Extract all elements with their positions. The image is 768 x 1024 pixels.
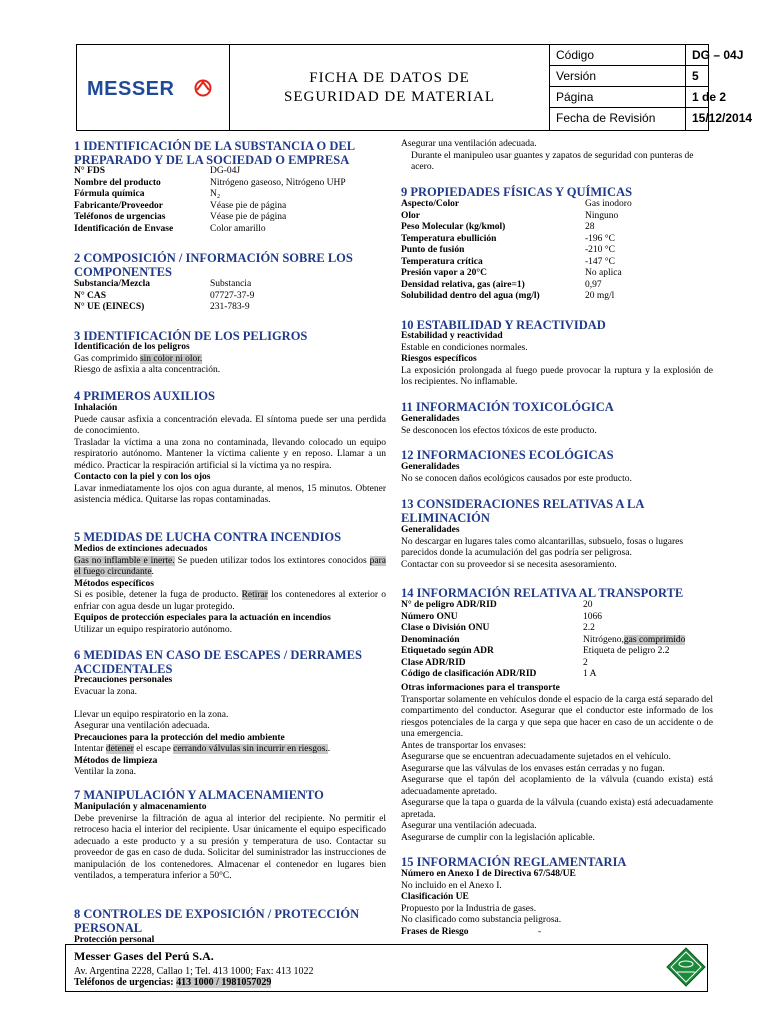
table-row: Peso Molecular (kg/kmol) 28 [401,222,595,232]
section-15-title: 15 INFORMACIÓN REGLAMENTARIA [401,855,627,869]
table-row: Etiquetado según ADR Etiqueta de peligro 2.2 [401,646,670,656]
section-8-sub: Protección personal [74,935,155,945]
section-11-title: 11 INFORMACIÓN TOXICOLÓGICA [401,400,614,414]
section-14-body: Otras informaciones para el transporte Transportar solamente en vehículos donde el espacio de la carga está separado del compartimento del conductor. Asegurar que el conductor este informado de los riesgos potenciales de la carga y que sepa que hacer en caso de un accidente o de una emergencia. Antes de transportar los envases: Asegurarse que se encuentran adecuadamente sujetados en el vehículo. Asegurarse que las válvulas de los envases están cerradas y no fugan. Asegurarse que el tapón del acoplamiento de la válvula (cuando exista) está adecuadamente apretado. Asegurarse que la tapa o guarda de la válvula (cuando exista) está adecuadamente apretada. Asegurar una ventilación adecuada. Asegurarse de cumplir con la legislación aplicable. [401,683,713,843]
section-13-body: Generalidades No descargar en lugares tales como alcantarillas, subsuelo, fosas o lugares parecidos donde la acumulación del gas podría ser peligrosa. Contactar con su proveedor si se necesita asesoramiento. [401,525,684,570]
section-14-table [401,600,713,681]
non-flammable-gas-hazard-icon [666,947,706,987]
section-8-title: 8 CONTROLES DE EXPOSICIÓN / PROTECCIÓN PERSONAL [74,907,360,935]
table-row: N° FDS DG-04J [74,166,241,176]
table-row: N° UE (EINECS) 231-783-9 [74,302,250,312]
table-row: Fórmula química N₂ [74,189,221,199]
section-14-title: 14 INFORMACIÓN RELATIVA AL TRANSPORTE [401,586,684,600]
table-row: Aspecto/Color Gas inodoro [401,199,632,209]
section-10-title: 10 ESTABILIDAD Y REACTIVIDAD [401,318,606,332]
section-5-title: 5 MEDIDAS DE LUCHA CONTRA INCENDIOS [74,530,342,544]
section-3-body: Identificación de los peligros Gas comprimido sin color ni olor. Riesgo de asfixia a alta concentración. [74,342,221,375]
document-title: FICHA DE DATOS DE SEGURIDAD DE MATERIAL [284,69,495,105]
table-row: Código de clasificación ADR/RID 1 A [401,669,597,679]
table-row: N° de peligro ADR/RID 20 [401,600,593,610]
document-header [76,44,753,131]
section-8-body: Asegurar una ventilación adecuada. Durante el manipuleo usar guantes y zapatos de seguridad con punteras de acero. [401,139,694,172]
emergency-phones: Teléfonos de urgencias: 413 1000 / 1981057029 [74,977,272,988]
section-12-body: Generalidades No se conocen daños ecológicos causados por este producto. [401,462,632,484]
meta-row-code: Código DG – 04J [550,45,708,66]
section-7-title: 7 MANIPULACIÓN Y ALMACENAMIENTO [74,788,324,802]
table-row: N° CAS 07727-37-9 [74,290,255,301]
section-13-title: 13 CONSIDERACIONES RELATIVAS A LA ELIMINACIÓN [401,497,645,525]
section-3-title: 3 IDENTIFICACIÓN DE LOS PELIGROS [74,329,308,343]
section-15-body: Número en Anexo I de Directiva 67/548/UE No incluido en el Anexo I. Clasificación UE Propuesto por la Industria de gases. No clasificado como substancia peligrosa. Frases de Riesgo - [401,869,576,937]
section-6-body: Precauciones personales Evacuar la zona. Llevar un equipo respiratorio en la zona. Asegurar una ventilación adecuada. Precauciones para la protección del medio ambiente Intentar detener el escape cerrando válvulas sin incurrir en riesgos.. Métodos de limpieza Ventilar la zona. [74,675,331,777]
section-6-title: 6 MEDIDAS EN CASO DE ESCAPES / DERRAMES ACCIDENTALES [74,648,362,676]
table-row: Presión vapor a 20°C No aplica [401,268,622,278]
section-4-body: Inhalación Puede causar asfixia a concentración elevada. El síntoma puede ser una perdida de conocimiento. Trasladar la víctima a una zona no contaminada, llevando colocado un equipo respiratorio autónomo. Mantener la víctima caliente y en reposo. Llamar a un médico. Practicar la respiración artificial si la víctima ya no respira. Contacto con la piel y con los ojos Lavar inmediatamente los ojos con agua durante, al menos, 15 minutos. Obtener asistencia médica. Quitarse las ropas contaminadas. [74,403,386,505]
table-row: Clase ADR/RID 2 [401,657,588,668]
section-2-table [74,279,394,314]
section-2-title: 2 COMPOSICIÓN / INFORMACIÓN SOBRE LOS COMPONENTES [74,251,353,279]
meta-row-revision-date: Fecha de Revisión 15/12/2014 [556,111,753,125]
table-row: Punto de fusión -210 °C [401,245,615,255]
meta-row-page: Página 1 de 2 [550,87,708,108]
section-1-table [74,166,394,235]
table-row: Fabricante/Proveedor Véase pie de página [74,200,287,211]
section-5-body: Medios de extinciones adecuados Gas no inflamble e inerte. Se pueden utilizar todos los extintores conocidos para el fuego circundante. Métodos específicos Si es posible, detener la fuga de producto. Retirar los contenedores al exterior o enfriar con agua desde un lugar protegido. Equipos de protección especiales para la actuación en incendios Utilizar un equipo respiratorio autónomo. [74,544,386,635]
meta-row-version: Versión 5 [550,66,708,87]
section-4-title: 4 PRIMEROS AUXILIOS [74,389,215,403]
section-9-table [401,199,713,303]
logo-cell [77,45,230,130]
messer-logo: MESSER [87,78,175,100]
table-row: Teléfonos de urgencias Véase pie de página [74,212,287,222]
table-row: Temperatura ebullición -196 °C [401,233,615,244]
table-row: Densidad relativa, gas (aire=1) 0,97 [401,279,602,290]
title-cell [230,45,550,130]
table-row: Temperatura crítica -147 °C [401,256,615,267]
table-row: Clase o División ONU 2.2 [401,623,595,633]
section-11-body: Generalidades Se desconocen los efectos tóxicos de este producto. [401,414,597,436]
section-9-title: 9 PROPIEDADES FÍSICAS Y QUÍMICAS [401,185,633,199]
section-10-body: Estabilidad y reactividad Estable en condiciones normales. Riesgos específicos La exposición prolongada al fuego puede provocar la ruptura y la explosión de los recipientes. No inflamable. [401,331,713,387]
company-address: Av. Argentina 2228, Callao 1; Tel. 413 1000; Fax: 413 1022 [74,966,314,977]
messer-logo-icon [193,78,213,98]
table-row: Solubilidad dentro del agua (mg/l) 20 mg/l [401,291,615,301]
table-row: Identificación de Envase Color amarillo [74,223,266,234]
company-name: Messer Gases del Perú S.A. [74,949,214,963]
table-row: Nombre del producto Nitrógeno gaseoso, Nitrógeno UHP [74,177,346,188]
table-row: Olor Ninguno [401,210,619,221]
table-row: Denominación Nitrógeno,gas comprimido [401,634,686,645]
table-row: Substancia/Mezcla Substancia [74,279,252,289]
document-footer [65,944,708,992]
section-12-title: 12 INFORMACIONES ECOLÓGICAS [401,448,614,462]
section-1-title: 1 IDENTIFICACIÓN DE LA SUBSTANCIA O DEL PREPARADO Y DE LA SOCIEDAD O EMPRESA [74,139,356,167]
section-7-body: Manipulación y almacenamiento Debe prevenirse la filtración de agua al interior del recipiente. No permitir el retroceso hacia el interior del recipiente. Usar únicamente el equipo especificado adecuado a este producto y a su presión y temperatura de uso. Contactar su proveedor de gas en caso de duda. Solicitar del suministrador las instrucciones de manipulación de los contenedores. Almacenar el contenedor en lugares bien ventilados, a temperatura inferior a 50°C. [74,802,386,881]
table-row: Número ONU 1066 [401,611,602,622]
